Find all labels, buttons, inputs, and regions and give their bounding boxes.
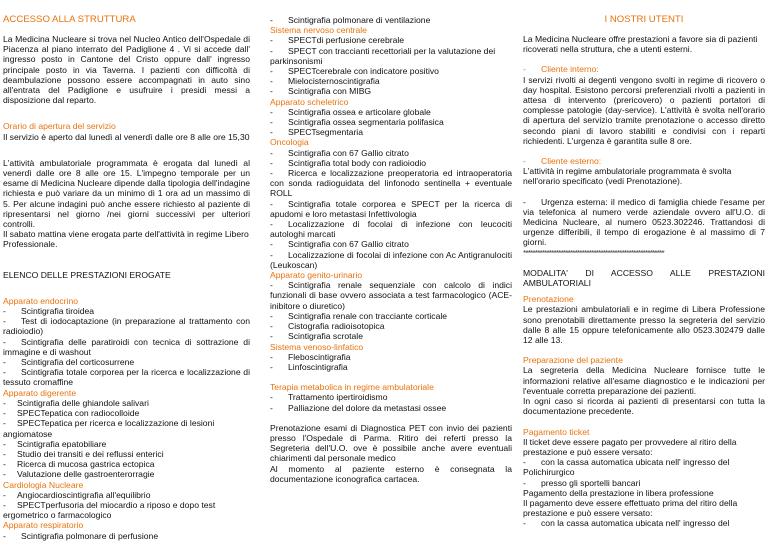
saturday-text: Il sabato mattina viene erogata parte dell'attività in regime Libero Professionale. (3, 229, 249, 250)
list-item: - Scintigrafia delle paratiroidi con tecnica di sottrazione di immagine e di washout (3, 336, 250, 357)
list-item: - Linfoscintigrafia (270, 361, 348, 372)
hours-text: Il servizio è aperto dal lunedì al venerdì dalle ore 8 alle ore 15,30 (3, 131, 250, 142)
list-item: - presso gli sportelli bancari (523, 477, 641, 488)
cliente-esterno-label: - Cliente esterno: (523, 156, 602, 167)
list-item: - Scintigrafia totale corporea e SPECT per la ricerca di apudomi e loro metastasi Infettivologia (270, 198, 512, 219)
list-item: - Scintigrafia ossea segmentaria polifasica (270, 117, 444, 128)
column-users (523, 0, 765, 529)
list-title: ELENCO DELLE PRESTAZIONI EROGATE (3, 269, 171, 280)
list-item: - Scintigrafia renale con tracciante corticale (270, 310, 448, 321)
cliente-esterno-text: L'attività in regime ambulatoriale programmata è svolta nell'orario specificato (vedi Prenotazione). (523, 166, 732, 187)
list-item: - Cistografia radioisotopica (270, 321, 385, 332)
list-item: - Ricerca e localizzazione preoperatoria ed intraoperatoria con sonda radioguidata del linfonodo sentinella + eventuale ROLL (270, 168, 512, 199)
venoso-heading: Sistema venoso-linfatico (270, 341, 364, 352)
list-item: - SPECT con traccianti recettoriali per la valutazione dei parkinsonismi (270, 45, 496, 66)
list-item: - Scintigrafia del corticosurrene (3, 357, 135, 368)
prenotazione-title: Prenotazione (523, 294, 574, 305)
column-services (270, 15, 512, 484)
list-item: - con la cassa automatica ubicata nell' ingresso del (523, 518, 730, 529)
prenotazione-text: Le prestazioni ambulatoriali e in regime di Libera Professione sono prenotabili direttamente presso la segreteria del servizio dalle 8 alle 15 oppure telefonicamente allo 0523.302479 dalle 12 alle 13. (523, 304, 765, 346)
list-item: - Ricerca di mucosa gastrica ectopica (3, 459, 155, 470)
list-item: - Valutazione delle gastroenterorragie (3, 469, 155, 480)
consegna-text: Al momento al paziente esterno è consegnata la documentazione iconografica cartacea. (270, 463, 512, 484)
list-item: - Fleboscintigrafia (270, 351, 351, 362)
pet-text: Prenotazione esami di Diagnostica PET con invio dei pazienti presso l'Ospedale di Parma. Ritiro dei referti presso la Segreteria dell'U.O. ove è possibile anche avere eventuali chiarimenti dal personale medico (270, 422, 512, 464)
modalita-title: MODALITA' DI ACCESSO ALLE PRESTAZIONI AMBULATORIALI (523, 267, 765, 289)
preparazione-text-2: In ogni caso si ricorda ai pazienti di presentarsi con tutta la documentazione precedente. (523, 396, 765, 417)
list-item: - Studio dei transiti e dei reflussi enterici (3, 448, 164, 459)
list-item: - Scintigrafia polmonare di ventilazione (270, 15, 431, 25)
list-item: - Angiocardioscintigrafia all'equilibrio (3, 489, 151, 500)
libera-text: Il pagamento deve essere effettuato prima del ritiro della prestazione e può essere versato: (523, 497, 738, 519)
list-item: - Scintigrafia epatobiliare (3, 438, 107, 449)
nervoso-heading: Sistema nervoso centrale (270, 25, 367, 36)
scheletrico-heading: Apparato scheletrico (270, 96, 349, 107)
libera-title: Pagamento della prestazione in libera professione (523, 487, 714, 498)
ticket-title: Pagamento ticket (523, 426, 590, 437)
cliente-interno-text: I servizi rivolti ai degenti vengono svolti in regime di ricovero o day hospital. Esistono percorsi preferenziali rivolti a pazienti in attesa di intervento (prericovero) o pazienti portatori di complesse patologie (day-service). L'attività è svolta nell'orario di apertura del servizio tramite prenotazione o accesso diretto secondo piani di lavoro stabiliti e condivisi con i reparti richiedenti. L'urgenza è garantita sulle 8 ore. (523, 74, 765, 146)
genito-heading: Apparato genito-urinario (270, 270, 363, 281)
cliente-interno-label: - Cliente interno: (523, 64, 599, 75)
urgenza-text: - Urgenza esterna: il medico di famiglia chiede l'esame per via telefonica al numero verde aziendale ovvero all'U.O. di Medicina Nucleare, al numero 0523.302246. Trattandosi di urgenze differibili, il tempo di erogazione è al massimo di 7 giorni. (523, 196, 765, 248)
list-item: - SPECTepatica con radiocolloide (3, 408, 140, 419)
list-item: - Scintigrafia ossea e articolare globale (270, 106, 431, 117)
list-item: - Localizzazione di focolai di infezione con leucociti autologhi marcati (270, 219, 512, 240)
list-item: - Palliazione del dolore da metastasi ossee (270, 402, 447, 413)
preparazione-text: La segreteria della Medicina Nucleare fornisce tutte le informazioni relative all'esame diagnostico e le indicazioni per l'eventuale corretta preparazione dei pazienti. (523, 365, 765, 396)
ticket-text: Il ticket deve essere pagato per provvedere al ritiro della prestazione e può essere versato: (523, 436, 737, 457)
list-item: - Mielocisternoscintigrafia (270, 76, 380, 87)
list-item: - Scintigrafia total body con radioiodio (270, 157, 427, 168)
list-item: - SPECTepatica per ricerca e localizzazione di lesioni angiomatose (3, 418, 215, 439)
list-item: - Scintigrafia delle ghiandole salivari (3, 397, 149, 408)
list-item: - SPECTperfusoria del miocardio a riposo e dopo test ergometrico o farmacologico (3, 499, 216, 521)
list-item: - Scintigrafia polmonare di perfusione (3, 530, 159, 541)
oncologia-heading: Oncologia (270, 137, 309, 148)
list-item: - Trattamento ipertiroidismo (270, 392, 388, 403)
list-item: - SPECTdi perfusione cerebrale (270, 35, 405, 46)
list-item: - SPECTsegmentaria (270, 127, 363, 138)
list-item: - Scintigrafia renale sequenziale con calcolo di indici funzionali di base ovvero associata a test farmacologico (ACE-inibitore o diuretico) (270, 280, 512, 311)
cardio-heading: Cardiologia Nucleare (3, 479, 84, 490)
access-intro: La Medicina Nucleare si trova nel Nucleo Antico dell'Ospedale di Piacenza al piano interrato del Padiglione 4 . Vi si accede dall' ingresso posto in Cantone del Cristo oppure dall' ingresso principale posto in via Taverna. I pazienti con difficoltà di deambulazione possono essere accompagnati in auto sino all'entrata del Padiglione e usufruire i presidi messi a disposizione dal reparto. (3, 34, 250, 106)
ambulatorial-text: L'attività ambulatoriale programmata è erogata dal lunedì al venerdì dalle ore 8 alle ore 15. L'impegno temporale per un esame di Medicina Nucleare dipende dalla tipologia dell'indagine richiesta e può variare da un minimo di 1 ora ad un massimo di 5. Per alcune indagini può anche essere richiesto al paziente di ripresentarsi nel giorno /nei giorni successivi per ulteriori controlli. (3, 157, 250, 230)
list-item: - Localizzazione di focolai di infezione con Ac Antigranulociti (Leukoscan) (270, 249, 512, 270)
list-item: - Scintigrafia tiroidea (3, 306, 95, 317)
users-title: I NOSTRI UTENTI (604, 14, 684, 25)
list-item: - Scintigrafia con 67 Gallio citrato (270, 147, 409, 158)
terapia-heading: Terapia metabolica in regime ambulatoriale (270, 382, 434, 393)
list-item: - Scintigrafia con MIBG (270, 86, 372, 97)
list-item: - Scintigrafia con 67 Gallio citrato (270, 239, 409, 250)
column-access (3, 0, 250, 541)
access-title: ACCESSO ALLA STRUTTURA (3, 14, 136, 25)
hours-title: Orario di apertura del servizio (3, 121, 116, 132)
separator: ************************************************************ (523, 247, 664, 258)
list-item: - SPECTcerebrale con indicatore positivo (270, 66, 439, 77)
preparazione-title: Preparazione del paziente (523, 355, 623, 366)
list-item: - Scintigrafia totale corporea per la ricerca e localizzazione di tessuto cromaffine (3, 367, 250, 388)
endocrino-heading: Apparato endocrino (3, 295, 79, 306)
users-intro: La Medicina Nucleare offre prestazioni a favore sia di pazienti ricoverati nella struttura, che a utenti esterni. (523, 34, 758, 55)
list-item: - con la cassa automatica ubicata nell' ingresso del Polichirurgico (523, 457, 730, 478)
list-item: - Scintigrafia scrotale (270, 331, 363, 342)
respiratorio-heading: Apparato respiratorio (3, 520, 84, 531)
digerente-heading: Apparato digerente (3, 387, 77, 398)
list-item: - Test di iodocaptazione (in preparazione al trattamento con radioiodio) (3, 316, 250, 337)
